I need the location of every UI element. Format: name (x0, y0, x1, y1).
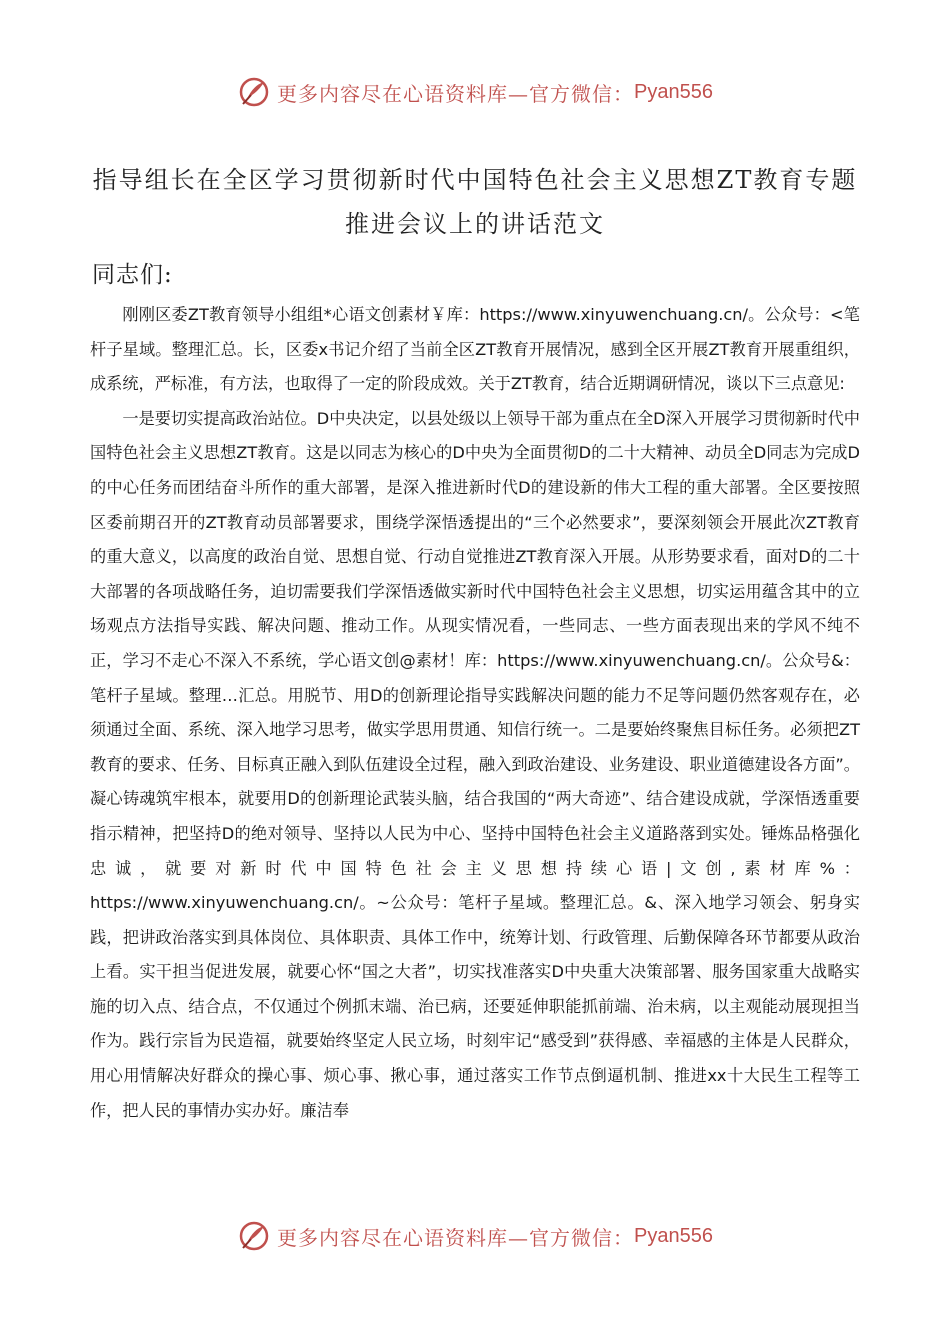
banner-wechat-id: Pyan556 (634, 1224, 713, 1247)
paragraph: 刚刚区委ZT教育领导小组组*心语文创素材￥库：https://www.xinyuwenchuang.cn/。公众号：<笔杆子星域。整理汇总。长，区委x书记介绍了当前全区ZT教育开展情况，感到全区开展ZT教育开展重组织，成系统，严标准，有方法，也取得了一定的阶段成效。关于ZT教育，结合近期调研情况，谈以下三点意见: (90, 305, 860, 394)
quill-logo-icon (237, 75, 271, 109)
document-body (90, 298, 860, 1128)
header-banner (0, 72, 950, 112)
greeting: 同志们: (92, 262, 173, 288)
page-title (90, 158, 860, 246)
title-line-2: 推进会议上的讲话范文 (345, 210, 605, 238)
footer-banner (0, 1216, 950, 1256)
title-line-1: 指导组长在全区学习贯彻新时代中国特色社会主义思想ZT教育专题 (92, 166, 858, 194)
banner-wechat-id: Pyan556 (634, 80, 713, 103)
banner-text: 更多内容尽在心语资料库—官方微信： (277, 81, 635, 106)
banner-text: 更多内容尽在心语资料库—官方微信： (277, 1225, 635, 1250)
quill-logo-icon (237, 1219, 271, 1253)
paragraph: 一是要切实提高政治站位。D中央决定，以县处级以上领导干部为重点在全D深入开展学习贯彻新时代中国特色社会主义思想ZT教育。这是以同志为核心的D中央为全面贯彻D的二十大精神、动员全D同志为完成D的中心任务而团结奋斗所作的重大部署，是深入推进新时代D的建设新的伟大工程的重大部署。全区要按照区委前期召开的ZT教育动员部署要求，围绕学深悟透提出的“三个必然要求”，要深刻领会开展此次ZT教育的重大意义，以高度的政治自觉、思想自觉、行动自觉推进ZT教育深入开展。从形势要求看，面对D的二十大部署的各项战略任务，迫切需要我们学深悟透做实新时代中国特色社会主义思想，切实运用蕴含其中的立场观点方法指导实践、解决问题、推动工作。从现实情况看，一些同志、一些方面表现出来的学风不纯不正，学习不走心不深入不系统，学心语文创@素材！库：https://www.xinyuwenchuang.cn/。公众号&：笔杆子星域。整理…汇总。用脱节、用D的创新理论指导实践解决问题的能力不足等问题仍然客观存在，必须通过全面、系统、深入地学习思考，做实学思用贯通、知信行统一。二是要始终聚焦目标任务。必须把ZT教育的要求、任务、目标真正融入到队伍建设全过程，融入到政治建设、业务建设、职业道德建设各方面”。凝心铸魂筑牢根本，就要用D的创新理论武装头脑，结合我国的“两大奇迹”、结合建设成就，学深悟透重要指示精神，把坚持D的绝对领导、坚持以人民为中心、坚持中国特色社会主义道路落到实处。锤炼品格强化忠诚，就要对新时代中国特色社会主义思想持续心语|文创,素材库%：https://www.xinyuwenchuang.cn/。~公众号：笔杆子星域。整理汇总。&、深入地学习领会、躬身实践，把讲政治落实到具体岗位、具体职责、具体工作中，统筹计划、行政管理、后勤保障各环节都要从政治上看。实干担当促进发展，就要心怀“国之大者”，切实找准落实D中央重大决策部署、服务国家重大战略实施的切入点、结合点，不仅通过个例抓末端、治已病，还要延伸职能抓前端、治未病，以主观能动展现担当作为。践行宗旨为民造福，就要始终坚定人民立场，时刻牢记“感受到”获得感、幸福感的主体是人民群众，用心用情解决好群众的操心事、烦心事、揪心事，通过落实工作节点倒逼机制、推进xx十大民生工程等工作，把人民的事情办实办好。廉洁奉 (90, 408, 860, 1120)
